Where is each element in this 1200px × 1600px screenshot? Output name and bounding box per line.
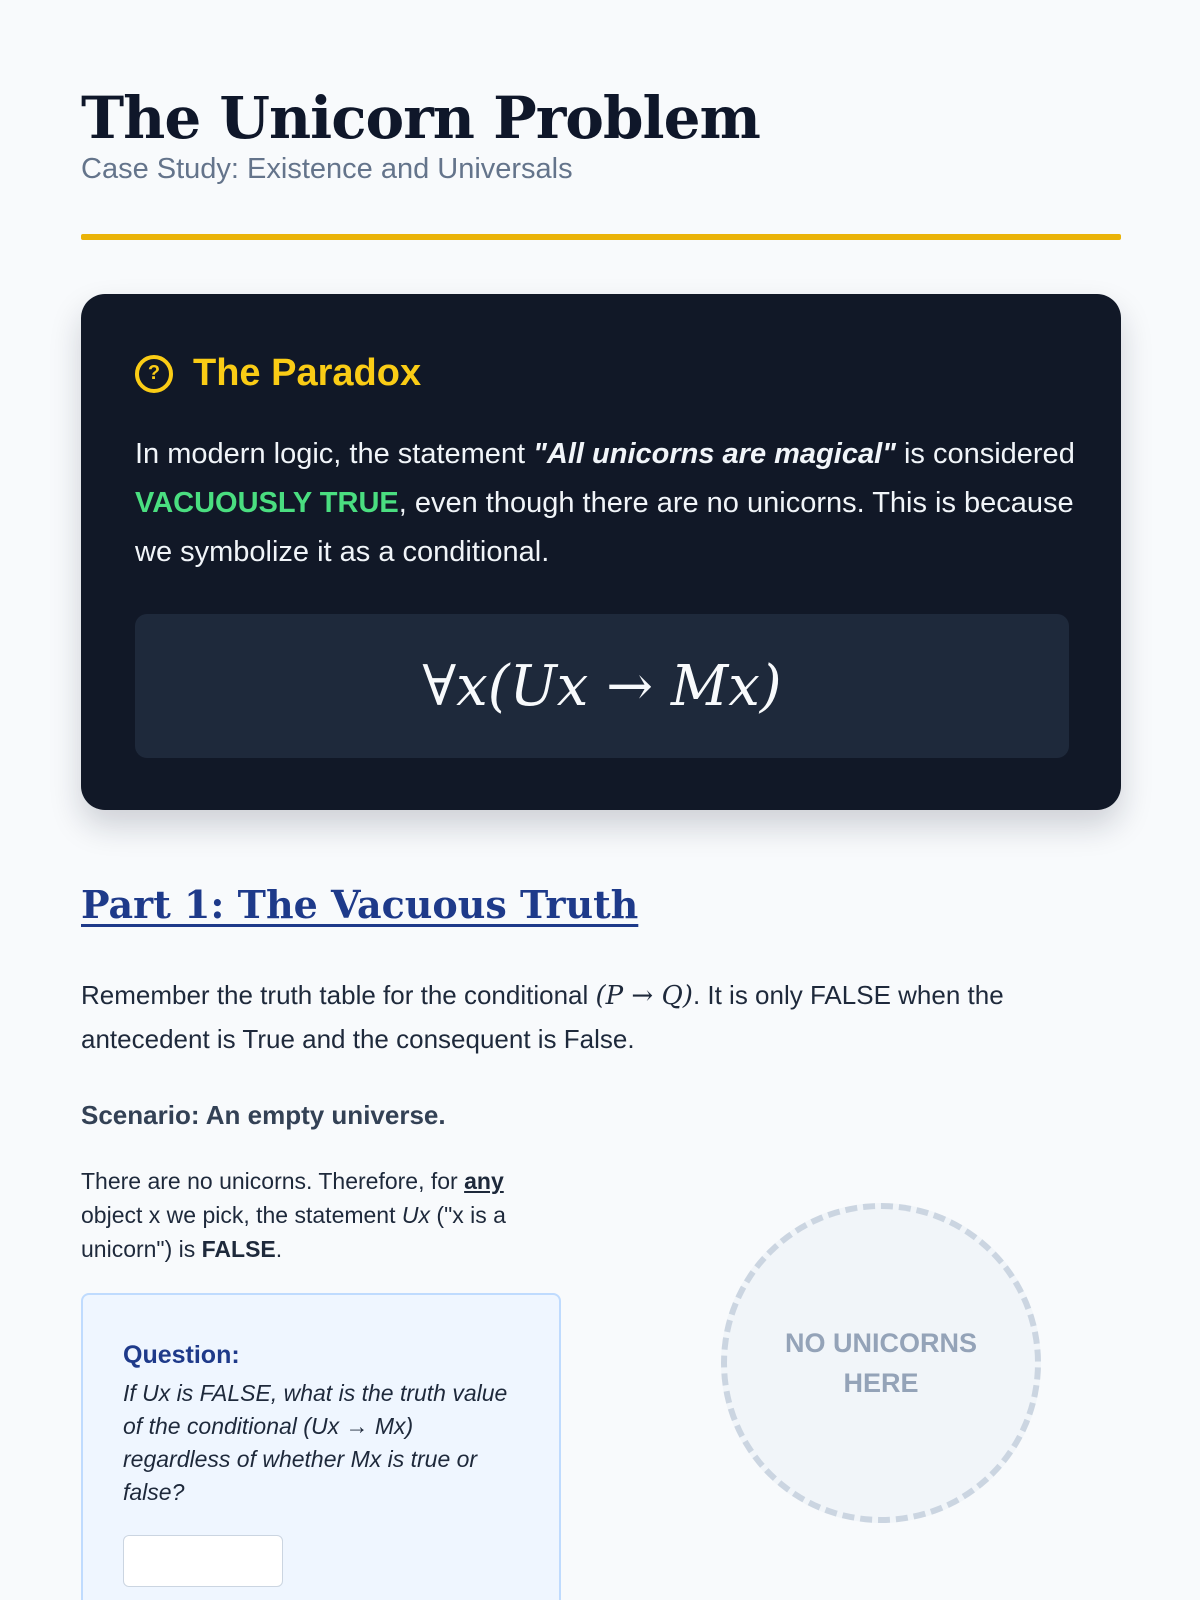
scenario-before: There are no unicorns. Therefore, for (81, 1168, 465, 1194)
part1-heading[interactable]: Part 1: The Vacuous Truth (81, 882, 639, 927)
scenario-text (81, 1164, 561, 1266)
question-label: Question: (123, 1341, 240, 1369)
vacuously-true-highlight: VACUOUSLY TRUE (135, 487, 399, 519)
paradox-header (135, 352, 421, 395)
formula-box (135, 614, 1069, 758)
scenario-mid2: ("x is a unicorn") is (81, 1202, 506, 1262)
scenario-end: . (275, 1236, 283, 1262)
title-divider (81, 234, 1121, 240)
scenario-false: FALSE (201, 1236, 276, 1262)
scenario-mid1: object x we pick, the statement (81, 1202, 402, 1228)
question-box (81, 1293, 561, 1600)
paradox-title: The Paradox (193, 352, 422, 394)
paradox-quote: "All unicorns are magical" (533, 438, 896, 470)
paradox-text-after: , even though there are no unicorns. This is because we symbolize it as a conditional. (135, 487, 1074, 568)
paradox-card (81, 294, 1121, 810)
paradox-text-before: In modern logic, the statement (135, 438, 534, 470)
question-text: If Ux is FALSE, what is the truth value of the conditional (Ux → Mx) regardless of whether Mx is true or false? (123, 1380, 508, 1505)
paradox-text-mid: is considered (895, 438, 1075, 470)
empty-universe-label: NO UNICORNS HERE (784, 1328, 977, 1398)
answer-input[interactable] (123, 1535, 283, 1587)
scenario-heading: Scenario: An empty universe. (81, 1100, 446, 1130)
page-title: The Unicorn Problem (81, 84, 760, 152)
scenario-any: any (464, 1168, 504, 1194)
intro-after: . It is only FALSE when the antecedent is True and the consequent is False. (81, 980, 1004, 1054)
empty-universe-circle (721, 1203, 1041, 1523)
scenario-ux: Ux (401, 1202, 431, 1228)
question-circle-icon: ? (135, 355, 173, 393)
intro-before: Remember the truth table for the conditional (81, 980, 596, 1010)
formula: ∀x(Ux → Mx) (422, 653, 782, 719)
page-subtitle: Case Study: Existence and Universals (81, 153, 573, 185)
paradox-text (135, 430, 1075, 577)
intro-math: (P → Q) (595, 981, 693, 1011)
part1-intro (81, 974, 1121, 1061)
